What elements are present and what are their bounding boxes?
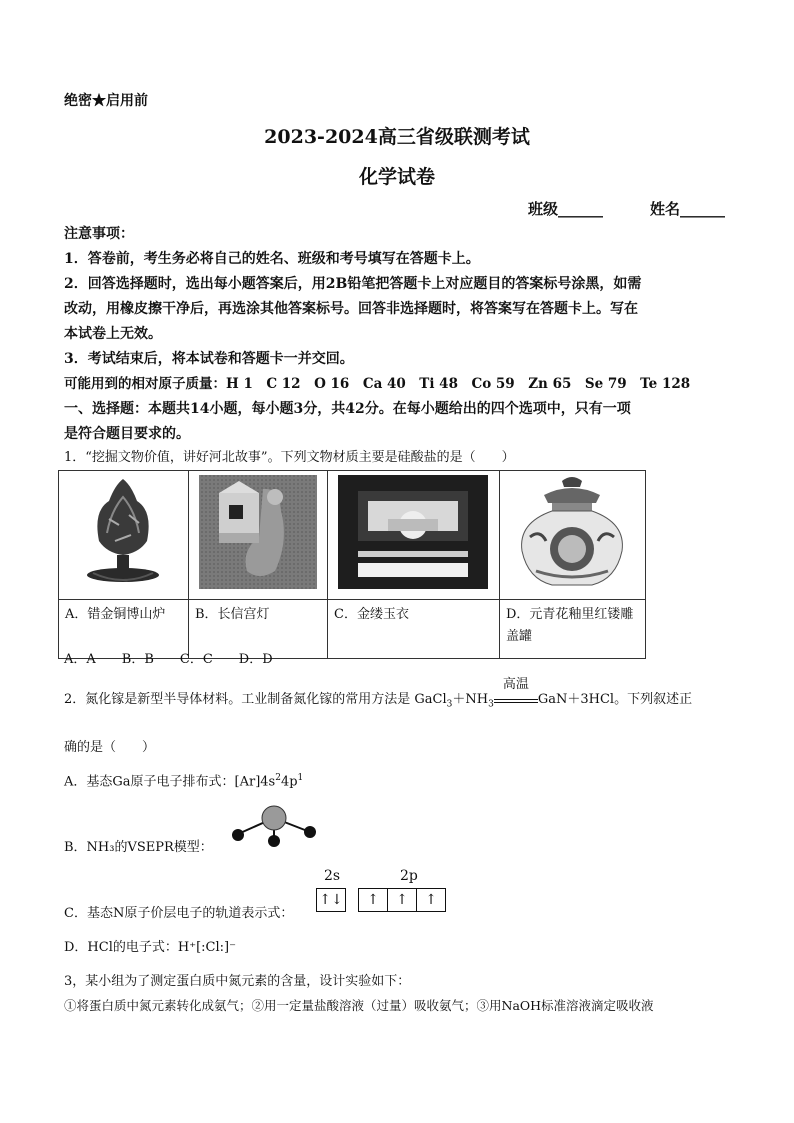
orbital-2p-box-1: ↑	[358, 888, 388, 912]
q2-option-a-text: A．基态Ga原子电子排布式：[Ar]4s	[64, 774, 276, 790]
exam-title: 2023-2024高三省级联测考试	[264, 126, 530, 148]
reaction-arrow	[494, 677, 538, 703]
section-heading-line-2: 是符合题目要求的。	[64, 426, 190, 442]
palace-lamp-image	[189, 471, 327, 595]
q2-stem-end: GaN＋3HCl。下列叙述正	[537, 692, 693, 707]
relic-caption-b: B．长信宫灯	[189, 600, 328, 659]
relic-image-b	[189, 471, 328, 600]
covered-jar-image	[500, 471, 645, 595]
q2-option-b-label: B．NH₃的VSEPR模型：	[64, 840, 213, 855]
note-2-line-3: 本试卷上无效。	[64, 326, 162, 342]
note-1: 1．答卷前，考生务必将自己的姓名、班级和考号填写在答题卡上。	[64, 251, 480, 267]
section-heading-line-1: 一、选择题：本题共14小题，每小题3分，共42分。在每小题给出的四个选项中，只有一项	[64, 401, 631, 417]
atomic-masses: 可能用到的相对原子质量：H 1 C 12 O 16 Ca 40 Ti 48 Co 59 Zn 65 Se 79 Te 128	[64, 376, 691, 392]
notes-heading: 注意事项：	[64, 226, 134, 242]
q1-choices: A．A B．B C．C D．D	[64, 652, 273, 667]
orbital-2s-label: 2s	[324, 868, 341, 884]
orbital-diagram	[316, 888, 446, 912]
class-field: 班级______	[528, 200, 604, 218]
relic-caption-c: C．金缕玉衣	[328, 600, 500, 659]
note-2-line-1: 2．回答选择题时，选出每小题答案后，用2B铅笔把答题卡上对应题目的答案标号涂黑，如需	[64, 276, 642, 292]
q1-relic-table	[58, 470, 646, 659]
relic-image-a	[59, 471, 189, 600]
relic-caption-d: D．元青花釉里红镂雕盖罐	[500, 600, 646, 659]
q3-stem: 3，某小组为了测定蛋白质中氮元素的含量，设计实验如下：	[64, 974, 411, 989]
q2-option-c-label: C．基态N原子价层电子的轨道表示式：	[64, 906, 294, 921]
name-field: 姓名______	[650, 200, 726, 218]
note-2-line-2: 改动，用橡皮擦干净后，再选涂其他答案标号。回答非选择题时，将答案写在答题卡上。写在	[64, 301, 638, 317]
relic-image-d	[500, 471, 646, 600]
jade-suit-image	[328, 471, 499, 595]
q2-stem-continued: 确的是（ ）	[64, 740, 156, 755]
relic-caption-a: A．错金铜博山炉	[59, 600, 189, 659]
q2-option-d: D．HCl的电子式：H⁺[:Cl:]⁻	[64, 940, 236, 955]
orbital-2s-box: ↑↓	[316, 888, 346, 912]
relic-image-c	[328, 471, 500, 600]
reaction-condition: 高温	[502, 677, 529, 692]
q2-stem-start: 2．氮化镓是新型半导体材料。工业制备氮化镓的常用方法是 GaCl	[64, 692, 447, 707]
subject-title: 化学试卷	[358, 166, 435, 188]
orbital-2p-box-3: ↑	[417, 888, 446, 912]
q3-step-line: ①将蛋白质中氮元素转化成氨气；②用一定量盐酸溶液（过量）吸收氨气；③用NaOH标准溶液滴定吸收液	[64, 998, 654, 1013]
note-3: 3．考试结束后，将本试卷和答题卡一并交回。	[64, 351, 354, 367]
q2-option-a: A．基态Ga原子电子排布式：$[Ar]4s^24p^1$	[64, 773, 304, 790]
orbital-2p-box-2: ↑	[388, 888, 417, 912]
vsepr-model-diagram	[228, 802, 320, 848]
confidential-mark: 绝密★启用前	[64, 93, 148, 109]
q1-stem: 1．“挖掘文物价值，讲好河北故事”。下列文物材质主要是硅酸盐的是（ ）	[64, 450, 515, 465]
incense-burner-image	[59, 471, 188, 595]
orbital-2p-label: 2p	[400, 868, 418, 884]
q2-stem: 2．氮化镓是新型半导体材料。工业制备氮化镓的常用方法是 $GaCl_3+NH_3$ 高温 GaN＋3HCl。下列叙述正	[64, 677, 693, 710]
